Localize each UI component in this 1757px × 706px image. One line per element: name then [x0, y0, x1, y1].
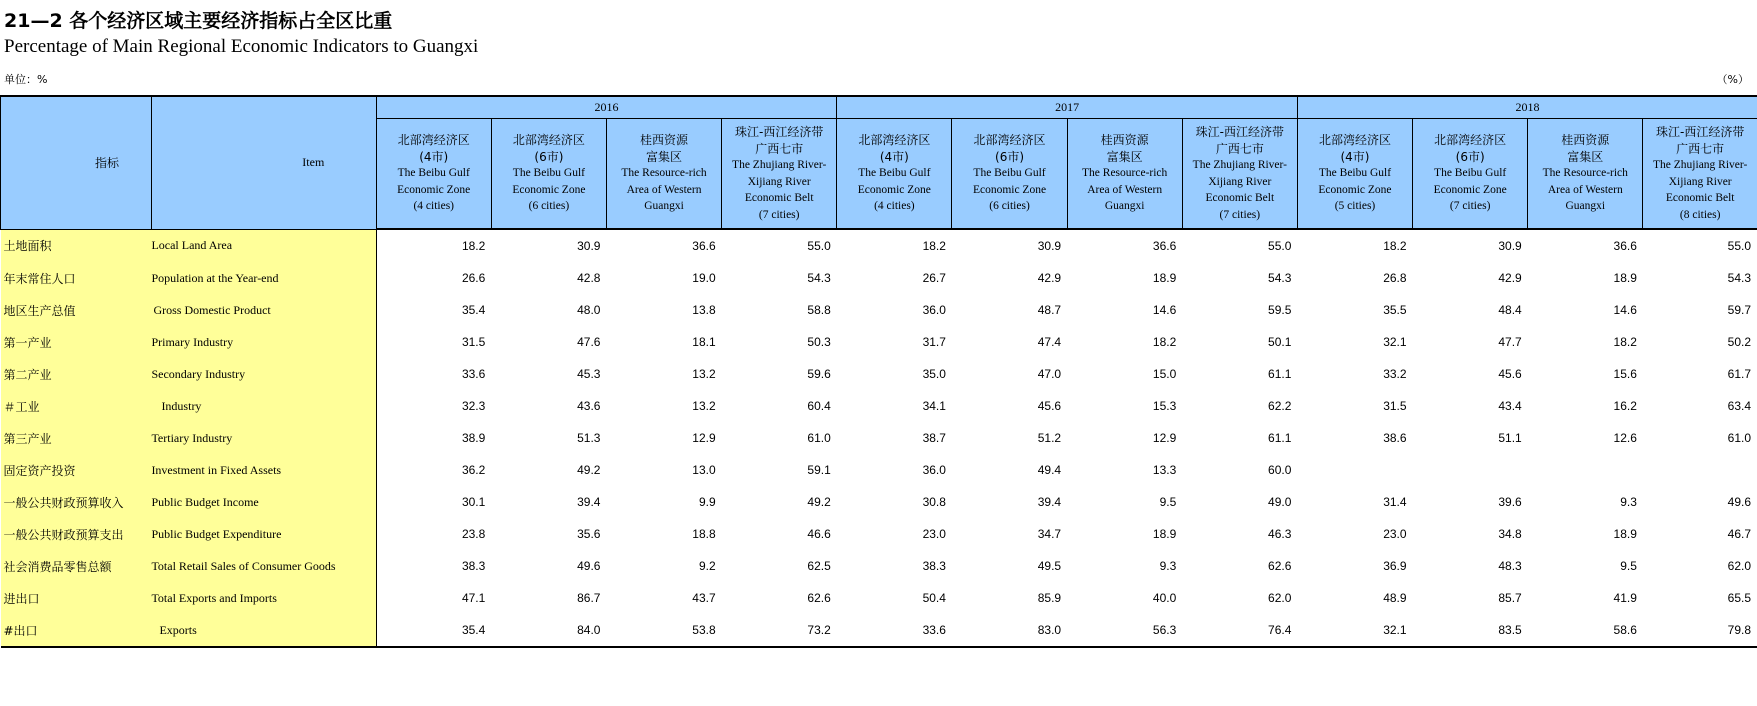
value-cell: 49.5: [1037, 559, 1062, 573]
indicator-name-english: Local Land Area: [151, 229, 376, 262]
value-cell: 53.8: [606, 614, 721, 647]
item-header-chinese: 指标: [1, 96, 152, 229]
value-cell: 62.0: [1727, 559, 1751, 573]
value-cell: 30.8: [922, 495, 946, 509]
value-cell: 9.3: [1620, 495, 1637, 509]
item-header-english: Item: [151, 96, 376, 229]
value-cell: 54.3: [1727, 271, 1751, 285]
indicator-name-english: Investment in Fixed Assets: [151, 454, 376, 486]
region-name-english: Xijiang River: [747, 175, 811, 188]
table-row: [1, 518, 1757, 550]
value-cell: 63.4: [1727, 399, 1751, 413]
value-cell: 62.5: [807, 559, 831, 573]
value-cell: 18.9: [1613, 527, 1637, 541]
region-name-english: Area of Western: [1087, 183, 1163, 196]
value-cell: 35.4: [376, 614, 491, 647]
value-cell: 51.1: [1498, 431, 1522, 445]
value-cell: 60.0: [1268, 463, 1292, 477]
value-cell: 45.3: [577, 367, 601, 381]
region-name-english: The Zhujiang River-: [1653, 159, 1748, 171]
region-column-header: [1413, 119, 1528, 230]
region-name-chinese: 富集区: [646, 149, 683, 164]
region-column-header: [491, 119, 606, 230]
region-name-english: The Beibu Gulf: [1318, 167, 1392, 180]
region-name-english: Xijiang River: [1668, 175, 1732, 188]
region-name-english: Economic Zone: [1433, 183, 1507, 196]
value-cell: 62.6: [1268, 559, 1292, 573]
value-cell: 61.1: [1268, 367, 1292, 381]
value-cell: 36.6: [1152, 239, 1177, 253]
region-name-chinese: 珠江-西江经济带: [1195, 125, 1284, 139]
value-cell: 48.9: [1383, 591, 1407, 605]
indicator-name-english: Population at the Year-end: [151, 262, 376, 294]
value-cell: 55.0: [807, 239, 831, 253]
region-name-chinese: 北部湾经济区: [973, 133, 1046, 148]
value-cell: 18.2: [1152, 335, 1177, 349]
indicator-name-chinese: 社会消费品零售总额: [1, 550, 152, 582]
region-name-chinese: 北部湾经济区: [1434, 133, 1507, 148]
value-cell: 45.6: [1498, 367, 1522, 381]
value-cell: 60.4: [807, 399, 831, 413]
indicator-name-english: Primary Industry: [151, 326, 376, 358]
value-cell: 18.9: [1152, 271, 1177, 285]
region-name-english: (5 cities): [1334, 200, 1376, 213]
value-cell: 79.8: [1643, 614, 1757, 647]
value-cell: 36.0: [922, 463, 946, 477]
region-name-english: The Beibu Gulf: [1434, 167, 1507, 180]
indicator-name-chinese: 年末常住人口: [1, 262, 152, 294]
value-cell: 18.2: [1613, 335, 1637, 349]
indicator-name-chinese: 固定资产投资: [1, 454, 152, 486]
value-cell: 62.2: [1268, 399, 1292, 413]
value-cell: 42.9: [1037, 271, 1062, 285]
table-row: [1, 582, 1757, 614]
region-name-english: Area of Western: [626, 183, 702, 196]
region-column-header: [1643, 119, 1757, 230]
value-cell: [1528, 454, 1643, 486]
value-cell: 56.3: [1067, 614, 1182, 647]
value-cell: 14.6: [1613, 303, 1637, 317]
value-cell: 59.6: [807, 367, 831, 381]
region-name-chinese: 北部湾经济区: [858, 133, 931, 148]
value-cell: 14.6: [1152, 303, 1177, 317]
region-name-english: Economic Zone: [397, 183, 471, 196]
value-cell: 85.9: [1037, 591, 1062, 605]
table-row: [1, 614, 1757, 647]
value-cell: 47.6: [577, 335, 601, 349]
region-name-chinese: 北部湾经济区: [512, 133, 585, 148]
value-cell: 47.0: [1037, 367, 1062, 381]
value-cell: 30.9: [1498, 239, 1522, 253]
table-row: [1, 550, 1757, 582]
region-name-english: The Zhujiang River-: [1192, 159, 1287, 171]
region-name-english: The Resource-rich: [1082, 167, 1168, 180]
value-cell: 65.5: [1727, 591, 1751, 605]
value-cell: 61.1: [1268, 431, 1292, 445]
region-column-header: [1528, 119, 1643, 230]
region-name-english: (8 cities): [1679, 208, 1721, 221]
value-cell: 33.6: [837, 614, 952, 647]
region-name-english: The Resource-rich: [621, 167, 707, 180]
value-cell: 26.7: [922, 271, 946, 285]
value-cell: 47.4: [1037, 335, 1062, 349]
value-cell: 38.7: [922, 431, 946, 445]
value-cell: 76.4: [1182, 614, 1297, 647]
region-column-header: [1297, 119, 1412, 230]
region-name-english: Xijiang River: [1208, 175, 1272, 188]
value-cell: 12.9: [1152, 431, 1177, 445]
value-cell: 43.4: [1498, 399, 1522, 413]
value-cell: 50.4: [922, 591, 946, 605]
value-cell: 15.6: [1613, 367, 1637, 381]
region-name-chinese: 北部湾经济区: [397, 133, 470, 148]
year-header: 2018: [1297, 96, 1757, 119]
region-name-chinese: 广西七市: [1676, 141, 1725, 156]
indicator-name-chinese: 地区生产总值: [1, 294, 152, 326]
value-cell: 38.6: [1383, 431, 1407, 445]
table-row: [1, 390, 1757, 422]
table-row: [1, 358, 1757, 390]
value-cell: 50.2: [1727, 335, 1751, 349]
value-cell: 61.0: [1727, 431, 1751, 445]
value-cell: 18.1: [692, 335, 716, 349]
table-row: [1, 422, 1757, 454]
indicator-name-chinese: 一般公共财政预算支出: [1, 518, 152, 550]
value-cell: 73.2: [722, 614, 837, 647]
value-cell: 61.7: [1727, 367, 1751, 381]
table-row: [1, 229, 1757, 262]
value-cell: 49.6: [1727, 495, 1751, 509]
value-cell: 58.6: [1528, 614, 1643, 647]
value-cell: 15.3: [1152, 399, 1177, 413]
indicator-name-english: Industry: [151, 390, 376, 422]
unit-label-right: （%）: [1716, 73, 1749, 86]
region-name-english: Guangxi: [1104, 200, 1145, 213]
value-cell: 12.6: [1613, 431, 1637, 445]
value-cell: 36.9: [1383, 559, 1407, 573]
value-cell: 47.1: [376, 582, 491, 614]
region-name-english: Area of Western: [1547, 183, 1623, 196]
value-cell: 46.3: [1268, 527, 1292, 541]
indicator-name-chinese: 一般公共财政预算收入: [1, 486, 152, 518]
region-name-english: (7 cities): [758, 208, 800, 221]
value-cell: 43.7: [692, 591, 716, 605]
indicator-name-chinese: 进出口: [1, 582, 152, 614]
region-name-chinese: 珠江-西江经济带: [1656, 125, 1745, 139]
region-name-chinese: 富集区: [1106, 149, 1143, 164]
region-name-chinese: (4市): [1340, 149, 1370, 164]
region-name-chinese: (4市): [419, 149, 449, 164]
value-cell: 16.2: [1613, 399, 1637, 413]
value-cell: 18.8: [692, 527, 716, 541]
value-cell: 30.9: [577, 239, 601, 253]
value-cell: 59.5: [1268, 303, 1292, 317]
value-cell: 30.1: [376, 486, 491, 518]
indicator-name-english: Public Budget Expenditure: [151, 518, 376, 550]
region-name-english: The Resource-rich: [1542, 167, 1628, 180]
value-cell: 46.7: [1727, 527, 1751, 541]
year-header: 2016: [376, 96, 837, 119]
value-cell: 26.8: [1383, 271, 1407, 285]
indicator-table: [0, 95, 1757, 648]
region-name-english: The Beibu Gulf: [858, 167, 931, 180]
value-cell: 36.0: [922, 303, 946, 317]
region-name-english: The Zhujiang River-: [732, 159, 827, 171]
region-name-chinese: (6市): [1455, 149, 1485, 164]
table-title-english: Percentage of Main Regional Economic Indicators to Guangxi: [4, 36, 479, 57]
region-column-header: [837, 119, 952, 230]
indicator-name-english: Gross Domestic Product: [151, 294, 376, 326]
value-cell: 47.7: [1498, 335, 1522, 349]
value-cell: 18.2: [376, 229, 491, 262]
region-column-header: [606, 119, 721, 230]
region-name-english: Economic Zone: [972, 183, 1047, 196]
value-cell: 26.6: [376, 262, 491, 294]
value-cell: 9.2: [698, 559, 716, 573]
value-cell: 43.6: [577, 399, 601, 413]
value-cell: 18.9: [1152, 527, 1177, 541]
value-cell: 48.4: [1498, 303, 1522, 317]
region-name-chinese: (6市): [534, 149, 564, 164]
indicator-name-english: Tertiary Industry: [151, 422, 376, 454]
value-cell: 34.7: [1037, 527, 1062, 541]
value-cell: [1643, 454, 1757, 486]
value-cell: 31.5: [376, 326, 491, 358]
value-cell: 32.1: [1383, 335, 1407, 349]
value-cell: 49.2: [807, 495, 831, 509]
table-row: [1, 486, 1757, 518]
value-cell: 54.3: [807, 271, 831, 285]
value-cell: 39.6: [1498, 495, 1522, 509]
region-name-english: Guangxi: [644, 200, 684, 213]
value-cell: 35.6: [577, 527, 601, 541]
value-cell: 48.7: [1037, 303, 1062, 317]
value-cell: [1413, 454, 1528, 486]
region-name-chinese: 桂西资源: [1561, 133, 1610, 148]
value-cell: 50.3: [807, 335, 831, 349]
value-cell: 34.1: [922, 399, 946, 413]
value-cell: 83.5: [1413, 614, 1528, 647]
value-cell: 35.4: [376, 294, 491, 326]
region-name-english: The Beibu Gulf: [512, 167, 585, 180]
indicator-name-english: Total Retail Sales of Consumer Goods: [151, 550, 376, 582]
value-cell: [1297, 454, 1412, 486]
value-cell: 49.6: [577, 559, 601, 573]
value-cell: 38.3: [376, 550, 491, 582]
region-name-chinese: 珠江-西江经济带: [735, 125, 824, 139]
region-name-english: The Beibu Gulf: [973, 167, 1046, 180]
value-cell: 39.4: [1037, 495, 1062, 509]
region-column-header: [952, 119, 1067, 230]
value-cell: 36.2: [376, 454, 491, 486]
value-cell: 61.0: [807, 431, 831, 445]
region-name-english: (7 cities): [1449, 200, 1491, 213]
value-cell: 55.0: [1268, 239, 1292, 253]
value-cell: 86.7: [577, 591, 601, 605]
value-cell: 54.3: [1268, 271, 1292, 285]
value-cell: 50.1: [1268, 335, 1292, 349]
value-cell: 49.2: [577, 463, 601, 477]
region-column-header: [1182, 119, 1297, 230]
region-name-chinese: 桂西资源: [640, 133, 689, 148]
indicator-name-english: Exports: [151, 614, 376, 647]
value-cell: 51.3: [577, 431, 601, 445]
region-name-english: The Beibu Gulf: [397, 167, 470, 180]
value-cell: 13.3: [1152, 463, 1177, 477]
value-cell: 48.3: [1498, 559, 1522, 573]
value-cell: 12.9: [692, 431, 716, 445]
value-cell: 46.6: [807, 527, 831, 541]
value-cell: 30.9: [1037, 239, 1062, 253]
value-cell: 41.9: [1613, 591, 1637, 605]
value-cell: 15.0: [1152, 367, 1177, 381]
value-cell: 31.7: [922, 335, 946, 349]
region-name-english: (6 cities): [989, 200, 1030, 213]
value-cell: 58.8: [807, 303, 831, 317]
value-cell: 59.7: [1727, 303, 1751, 317]
region-column-header: [1067, 119, 1182, 230]
value-cell: 40.0: [1152, 591, 1177, 605]
value-cell: 42.9: [1498, 271, 1522, 285]
value-cell: 33.6: [376, 358, 491, 390]
region-name-english: Economic Belt: [744, 192, 814, 204]
region-name-english: (4 cities): [874, 200, 915, 213]
indicator-name-chinese: 土地面积: [1, 229, 152, 262]
value-cell: 32.3: [376, 390, 491, 422]
region-name-chinese: 广西七市: [755, 141, 804, 156]
value-cell: 23.0: [922, 527, 946, 541]
indicator-name-english: Secondary Industry: [151, 358, 376, 390]
value-cell: 9.9: [698, 495, 716, 509]
region-name-chinese: 广西七市: [1215, 141, 1264, 156]
table-row: [1, 326, 1757, 358]
value-cell: 19.0: [692, 271, 716, 285]
region-name-english: Guangxi: [1565, 200, 1606, 213]
value-cell: 38.3: [922, 559, 946, 573]
region-name-chinese: 北部湾经济区: [1318, 133, 1391, 148]
table-row: [1, 262, 1757, 294]
value-cell: 13.0: [692, 463, 716, 477]
value-cell: 48.0: [577, 303, 601, 317]
value-cell: 31.4: [1383, 495, 1407, 509]
region-name-chinese: 富集区: [1567, 149, 1604, 164]
value-cell: 85.7: [1498, 591, 1522, 605]
region-name-chinese: 桂西资源: [1100, 133, 1149, 148]
table-row: [1, 294, 1757, 326]
value-cell: 36.6: [692, 239, 716, 253]
region-name-english: Economic Belt: [1665, 192, 1735, 204]
value-cell: 31.5: [1383, 399, 1407, 413]
region-name-english: Economic Zone: [857, 183, 931, 196]
value-cell: 13.8: [692, 303, 716, 317]
value-cell: 32.1: [1297, 614, 1412, 647]
value-cell: 42.8: [577, 271, 601, 285]
region-name-english: (6 cities): [528, 200, 570, 213]
value-cell: 38.9: [376, 422, 491, 454]
indicator-name-chinese: ＃工业: [1, 390, 152, 422]
value-cell: 84.0: [491, 614, 606, 647]
value-cell: 9.5: [1159, 495, 1177, 509]
value-cell: 9.3: [1159, 559, 1177, 573]
region-name-english: (7 cities): [1219, 208, 1261, 221]
indicator-name-chinese: 第一产业: [1, 326, 152, 358]
value-cell: 13.2: [692, 399, 716, 413]
value-cell: 59.1: [807, 463, 831, 477]
value-cell: 35.5: [1383, 303, 1407, 317]
indicator-name-english: Total Exports and Imports: [151, 582, 376, 614]
unit-label: 单位：%: [4, 73, 48, 86]
region-name-english: Economic Belt: [1205, 192, 1275, 204]
value-cell: 62.0: [1268, 591, 1292, 605]
value-cell: 34.8: [1498, 527, 1522, 541]
value-cell: 51.2: [1037, 431, 1062, 445]
region-name-english: Economic Zone: [512, 183, 586, 196]
value-cell: 35.0: [922, 367, 946, 381]
region-name-english: Economic Zone: [1318, 183, 1392, 196]
indicator-name-english: Public Budget Income: [151, 486, 376, 518]
value-cell: 18.9: [1613, 271, 1637, 285]
value-cell: 39.4: [577, 495, 601, 509]
table-title-chinese: 21—2 各个经济区域主要经济指标占全区比重: [4, 10, 393, 32]
value-cell: 49.4: [1037, 463, 1062, 477]
value-cell: 23.8: [376, 518, 491, 550]
value-cell: 45.6: [1037, 399, 1062, 413]
value-cell: 9.5: [1620, 559, 1637, 573]
indicator-name-chinese: 第二产业: [1, 358, 152, 390]
value-cell: 62.6: [807, 591, 831, 605]
indicator-name-chinese: 第三产业: [1, 422, 152, 454]
value-cell: 23.0: [1383, 527, 1407, 541]
indicator-name-chinese: #出口: [1, 614, 152, 647]
region-column-header: [722, 119, 837, 230]
value-cell: 49.0: [1268, 495, 1292, 509]
region-name-chinese: (6市): [995, 149, 1025, 164]
region-name-chinese: (4市): [879, 149, 909, 164]
value-cell: 13.2: [692, 367, 716, 381]
value-cell: 83.0: [952, 614, 1067, 647]
region-column-header: [376, 119, 491, 230]
value-cell: 18.2: [922, 239, 946, 253]
table-row: [1, 454, 1757, 486]
year-header: 2017: [837, 96, 1298, 119]
value-cell: 55.0: [1727, 239, 1751, 253]
region-name-english: (4 cities): [413, 200, 455, 213]
value-cell: 33.2: [1383, 367, 1407, 381]
value-cell: 18.2: [1383, 239, 1407, 253]
value-cell: 36.6: [1613, 239, 1637, 253]
